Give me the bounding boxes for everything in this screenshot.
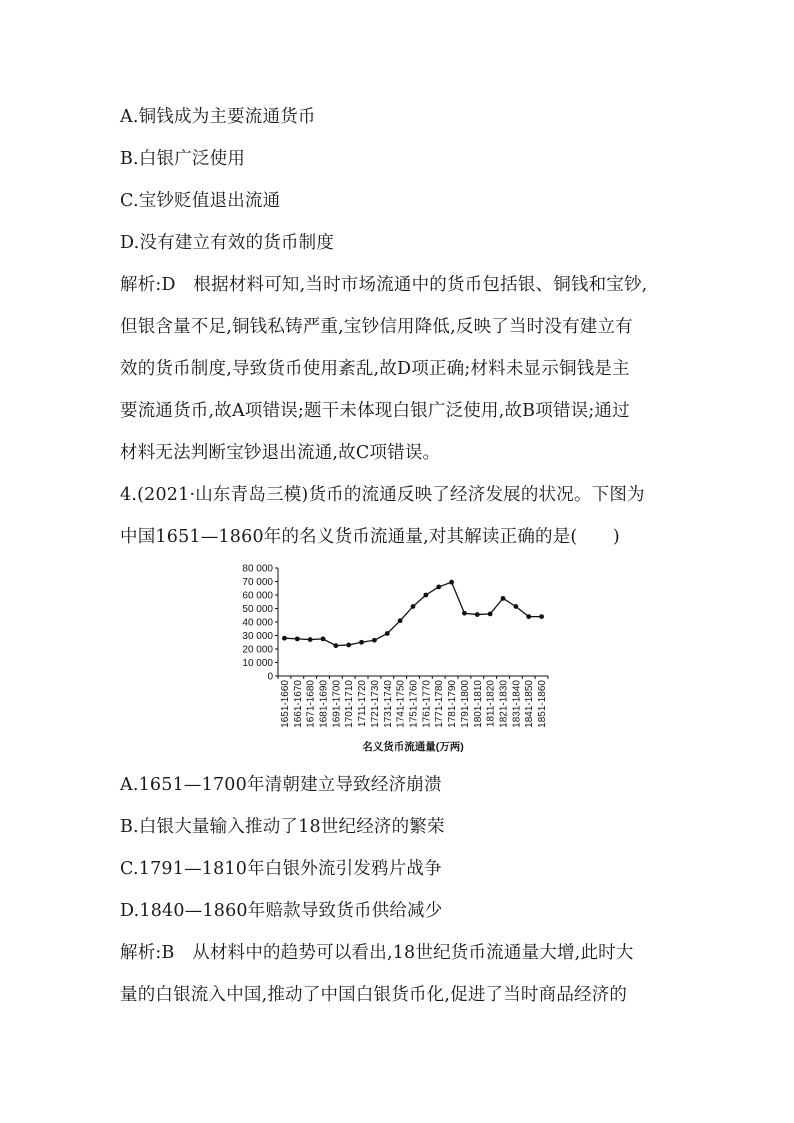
data-point — [346, 643, 351, 648]
chart-axes — [278, 568, 548, 676]
data-point — [359, 640, 364, 645]
x-axis-title: 名义货币流通量(万两) — [362, 741, 464, 753]
x-tick-label: 1751-1760 — [408, 680, 420, 728]
data-point — [488, 612, 493, 617]
analysis-line: 材料无法判断宝钞退出流通,故C项错误。 — [120, 443, 441, 463]
option-d: D.1840—1860年赔款导致货币供给减少 — [120, 901, 443, 921]
y-tick-label: 30 000 — [242, 631, 273, 642]
money-circulation-line-chart — [230, 558, 570, 758]
series-path — [284, 582, 541, 645]
analysis-line: 要流通货币,故A项错误;题干未体现白银广泛使用,故B项错误;通过 — [120, 401, 630, 421]
data-point — [295, 636, 300, 641]
x-tick-label: 1721-1730 — [369, 680, 381, 728]
data-point — [526, 614, 531, 619]
data-point — [501, 596, 506, 601]
data-point — [398, 618, 403, 623]
analysis-line: 解析:D 根据材料可知,当时市场流通中的货币包括银、铜钱和宝钞, — [120, 275, 648, 295]
analysis-line: 量的白银流入中国,推动了中国白银货币化,促进了当时商品经济的 — [120, 985, 628, 1005]
x-tick-label: 1841-1850 — [524, 680, 536, 728]
x-tick-label: 1661-1670 — [292, 680, 304, 728]
data-point — [513, 604, 518, 609]
y-tick-label: 70 000 — [242, 577, 273, 588]
x-tick-label: 1711-1720 — [357, 680, 369, 728]
y-tick-label: 10 000 — [242, 658, 273, 669]
question-stem-line: 中国1651—1860年的名义货币流通量,对其解读正确的是( ) — [120, 527, 620, 547]
y-tick-label: 0 — [267, 671, 273, 683]
series-line — [282, 580, 544, 648]
x-tick-label: 1671-1680 — [305, 680, 317, 728]
data-point — [462, 611, 467, 616]
x-tick-label: 1811-1820 — [485, 680, 497, 728]
x-tick-label: 1791-1800 — [459, 680, 471, 728]
option-c: C.1791—1810年白银外流引发鸦片战争 — [120, 859, 442, 879]
data-point — [321, 636, 326, 641]
x-tick-label: 1651-1660 — [279, 680, 291, 728]
analysis-line: 效的货币制度,导致货币使用紊乱,故D项正确;材料未显示铜钱是主 — [120, 359, 630, 379]
question-stem-line: 4.(2021·山东青岛三模)货币的流通反映了经济发展的状况。下图为 — [120, 485, 645, 505]
data-point — [475, 612, 480, 617]
x-tick-label: 1851-1860 — [537, 680, 549, 728]
option-c: C.宝钞贬值退出流通 — [120, 191, 281, 211]
x-tick-label: 1691-1700 — [331, 680, 343, 728]
x-tick-label: 1801-1810 — [472, 680, 484, 728]
y-tick-label: 60 000 — [242, 590, 273, 602]
data-point — [423, 593, 428, 598]
y-tick-label: 40 000 — [242, 617, 273, 629]
data-point — [372, 638, 377, 643]
option-b: B.白银大量输入推动了18世纪经济的繁荣 — [120, 817, 445, 837]
data-point — [282, 636, 287, 641]
option-d: D.没有建立有效的货币制度 — [120, 233, 335, 253]
data-point — [436, 585, 441, 590]
y-tick-label: 50 000 — [242, 604, 273, 615]
option-a: A.1651—1700年清朝建立导致经济崩溃 — [120, 775, 442, 795]
y-axis-ticks — [242, 564, 278, 683]
data-point — [411, 604, 416, 609]
x-tick-label: 1731-1740 — [382, 680, 394, 728]
analysis-line: 解析:B 从材料中的趋势可以看出,18世纪货币流通量大增,此时大 — [120, 943, 634, 963]
option-b: B.白银广泛使用 — [120, 149, 246, 169]
y-tick-label: 20 000 — [242, 644, 273, 656]
x-tick-label: 1781-1790 — [447, 680, 459, 728]
option-a: A.铜钱成为主要流通货币 — [120, 107, 316, 127]
analysis-line: 但银含量不足,铜钱私铸严重,宝钞信用降低,反映了当时没有建立有 — [120, 317, 633, 337]
data-point — [449, 580, 454, 585]
x-tick-label: 1771-1780 — [434, 680, 446, 728]
x-tick-label: 1701-1710 — [344, 680, 356, 728]
data-point — [539, 614, 544, 619]
x-axis-ticks — [278, 676, 548, 728]
data-point — [385, 631, 390, 636]
x-tick-label: 1761-1770 — [421, 680, 433, 728]
data-point — [308, 637, 313, 642]
x-tick-label: 1681-1690 — [318, 680, 330, 728]
x-tick-label: 1831-1840 — [511, 680, 523, 728]
y-tick-label: 80 000 — [242, 563, 273, 575]
x-tick-label: 1741-1750 — [395, 680, 407, 728]
x-tick-label: 1821-1830 — [498, 680, 510, 728]
data-point — [333, 643, 338, 648]
